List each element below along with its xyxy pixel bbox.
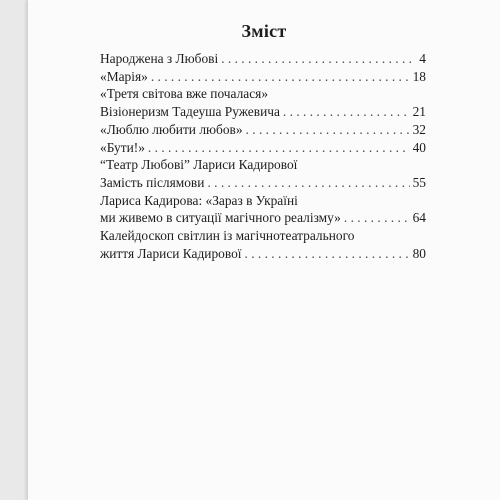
toc-entry-line [100, 156, 426, 174]
toc-entry [100, 156, 426, 191]
toc-entry-line [100, 50, 426, 68]
toc-page-number: 21 [412, 104, 426, 120]
toc-page-number: 80 [412, 245, 426, 261]
toc-entry [100, 139, 426, 157]
toc-entry-title: «Бути!» [100, 139, 145, 155]
dot-leader [283, 103, 410, 121]
toc-entry-line [100, 68, 426, 86]
toc-page-number: 18 [412, 68, 426, 84]
toc-entry [100, 121, 426, 139]
toc-page-number: 4 [419, 51, 426, 66]
toc-entry-title: «Марія» [100, 68, 148, 84]
dot-leader [148, 139, 410, 157]
dot-leader [221, 50, 416, 68]
dot-leader [344, 209, 410, 227]
toc-entry-title: Візіонеризм Тадеуша Ружевича [100, 104, 280, 120]
toc-entry-line [100, 121, 426, 139]
toc-page-number: 55 [412, 174, 426, 190]
toc-entry-line [100, 227, 426, 245]
toc-page-number: 40 [412, 139, 426, 155]
toc-entry-line [100, 245, 426, 263]
toc-page-number: 32 [412, 121, 426, 137]
toc-entry [100, 192, 426, 227]
toc-entry-line [100, 139, 426, 157]
toc-entry-line [100, 103, 426, 121]
toc-entry-title: «Третя світова вже почалася» [100, 86, 269, 102]
toc-entry [100, 227, 426, 262]
toc-entry-title: ми живемо в ситуації магічного реалізму» [100, 210, 341, 226]
toc-entry-title: Лариса Кадирова: «Зараз в Україні [100, 192, 298, 208]
book-page [28, 0, 500, 500]
page-title: Зміст [241, 21, 287, 41]
dot-leader [207, 174, 409, 192]
toc-entry-line [100, 85, 426, 103]
dot-leader [245, 245, 410, 263]
toc-entry-line [100, 192, 426, 210]
toc-entry-title: життя Лариси Кадирової [100, 245, 242, 261]
toc-entry [100, 68, 426, 86]
toc-entry-line [100, 174, 426, 192]
dot-leader [246, 121, 410, 139]
toc-entry-title: Народжена з Любові [100, 51, 219, 66]
toc-entry-title: Замість післямови [100, 174, 205, 190]
toc-entry-title: «Люблю любити любов» [100, 121, 243, 137]
toc-entry-line [100, 209, 426, 227]
toc-entry [100, 85, 426, 120]
dot-leader [151, 68, 410, 86]
table-of-contents [100, 50, 426, 262]
toc-page-number: 64 [412, 210, 426, 226]
toc-entry-title: Калейдоскоп світлин із магічнотеатрального [100, 228, 355, 244]
toc-entry [100, 50, 426, 68]
toc-entry-title: “Театр Любові” Лариси Кадирової [100, 157, 298, 173]
